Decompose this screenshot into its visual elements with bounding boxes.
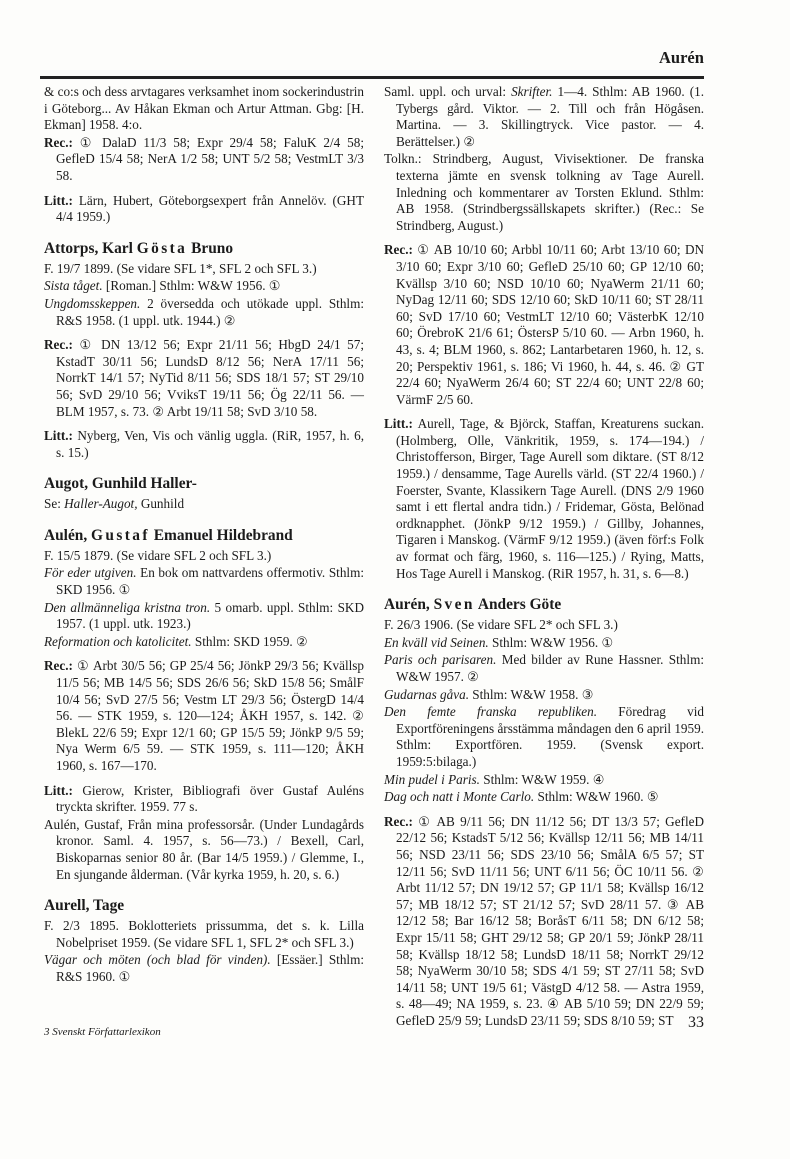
work-item: Reformation och katolicitet. Sthlm: SKD 1959. ② [44,633,308,649]
work-item: Den femte franska republiken. Föredrag vid Exportföreningens årsstämma måndagen den 6 april 1959. Sthlm: Exportfören. 1959. (Svensk export. 1959:5:bilaga.) [384,704,704,769]
work-item: En kväll vid Seinen. Sthlm: W&W 1956. ① [384,634,614,650]
work-item: Gudarnas gåva. Sthlm: W&W 1958. ③ [384,686,594,702]
review-list: Rec.: ① AB 10/10 60; Arbbl 10/11 60; Arbt 13/10 60; DN 3/10 60; Expr 3/10 60; GefleD 25/10 60; GP 12/10 60; Kvällsp 3/10 60; NSD 10/10 60; NyaWerm 21/11 60; NyDag 12/11 60; SDS 12/10 60; SkD 10/11 60; ST 28/11 60; SvD 17/10 60; VestmLT 12/10 60; VästerbK 12/10 60; ÖrebroK 21/6 61; ÖstersP 5/10 60. — Arbn 1960, h. 43, s. 4; BLM 1960, s. 862; Lantarbetaren 1960, h. 12, s. 20; Perspektiv 1961, s. 186; Vi 1960, h. 44, s. 46. ② GT 22/4 60; NyaWerm 26/4 60; ST 22/4 60; UNT 22/8 60; VärmF 2/5 60. [384,242,704,407]
entry-heading: Aurell, Tage [44,897,125,915]
work-item: Den allmänneliga kristna tron. 5 omarb. uppl. Sthlm: SKD 1957. (1 uppl. utk. 1923.) [44,599,364,632]
paragraph: & co:s och dess arvtagares verksamhet inom sockerindustrin i Göteborg... Av Håkan Ekman och Artur Attman. Gbg: [H. Ekman] 1958. 4:o. [44,84,364,133]
work-item: Ungdomsskeppen. 2 översedda och utökade uppl. Sthlm: R&S 1958. (1 uppl. utk. 1944.) ② [44,295,364,328]
see-reference: Se: Haller-Augot, Gunhild [44,496,185,512]
translation-note: Tolkn.: Strindberg, August, Vivisektioner. De franska texterna jämte en svensk tolkning av Tage Aurell. Inledning och kommentarer av Torsten Eklund. Sthlm: AB 1958. (Strindbergssällskapets skrifter.) (Rec.: Se Strindberg, August.) [384,151,704,233]
entry-heading: Aurén, Sven Anders Göte [384,596,562,614]
entry-bio: F. 19/7 1899. (Se vidare SFL 1*, SFL 2 och SFL 3.) [44,260,317,276]
header-rule [40,76,704,79]
literature-list: Litt.: Aurell, Tage, & Björck, Staffan, Kreaturens suckan. (Holmberg, Olle, Vänkritik, 1959, s. 174—194.) / Christofferson, Birger, Tage Aurell som diktare. (ST 8/12 1959.) / densamme, Tage Aurells värld. (ST 22/4 1960.) / Foerster, Svante, Klassikern Tage Aurell. (DNS 2/9 1960 samt i ett flertal andra tidn.) / Fridemar, Gösta, Belönad ordknapphet. (JönkP 9/12 1959.) / Gillby, Johannes, Tigaren i Manskog. (VärmF 9/12 1959.) (även förf:s Folk av format och färg, 1960, s. 116—125.) / Rying, Matts, Hos Tage Aurell i Manskog. (RiR 1957, h. 31, s. 6—8.) [384,416,704,581]
entry-attorps [44,239,364,462]
entry-aulen [44,526,364,883]
running-header: Aurén [659,48,704,67]
left-column [44,84,364,986]
literature-list: Litt.: Nyberg, Ven, Vis och vänlig uggla. (RiR, 1957, h. 6, s. 15.) [44,428,364,460]
entry-bio: F. 26/3 1906. (Se vidare SFL 2* och SFL 3.) [384,617,618,633]
footer-signature: 3 Svenskt Författarlexikon [44,1026,161,1038]
page-number: 33 [688,1014,704,1031]
review-list: Rec.: ① AB 9/11 56; DN 11/12 56; DT 13/3 57; GefleD 22/12 56; KstadsT 5/12 56; Kvällsp 12/11 56; MB 14/11 56; NSD 23/11 56; SDS 23/10 56; SmålA 6/5 57; ST 12/11 56; SvD 11/11 56; UNT 6/11 56; ÖC 10/11 56. ② Arbt 11/12 57; DN 19/12 57; GP 11/1 58; Kvällsp 16/12 57; MB 18/12 57; ST 21/12 57; SvD 28/11 57. ③ AB 12/12 58; Bar 16/12 58; BoråsT 6/11 58; DN 6/12 58; Expr 15/11 58; GHT 29/12 58; GP 20/1 59; JönkP 28/11 58; Kvällsp 18/12 58; LundsD 18/11 58; NorrkT 29/12 58; NyaWerm 30/10 58; SDS 4/1 59; ST 27/11 58; SvD 14/11 58; UNT 19/5 61; VästgD 4/12 58. — Astra 1959, s. 48—49; NA 1959, s. 23. ④ AB 5/10 59; DN 22/9 59; GefleD 25/9 59; LundsD 23/11 59; SDS 8/10 59; ST [384,813,704,1028]
entry-heading: Augot, Gunhild Haller- [44,475,197,493]
review-list: Rec.: ① DN 13/12 56; Expr 21/11 56; HbgD 24/1 57; KstadT 30/11 56; LundsD 8/12 56; NerA 17/11 56; NorrkT 14/1 57; NyTid 8/11 56; SDS 18/1 57; ST 29/10 56; SvD 29/10 56; VviksT 19/11 56; Ög 22/11 56. — BLM 1957, s. 73. ② Arbt 19/11 58; SvD 3/10 58. [44,337,364,419]
collected-works: Saml. uppl. och urval: Skrifter. 1—4. Sthlm: AB 1960. (1. Tybergs gård. Viktor. — 2. Till och från Högåsen. Martina. — 3. Skillingtryck. Vice pastor. — 4. Berättelser.) ② [384,84,704,149]
literature-list: Aulén, Gustaf, Från mina professorsår. (Under Lundagårds kronor. Saml. 4. 1957, s. 56—73.) / Bexell, Carl, Biskoparnas senior 80 år. (Bar 14/5 1959.) / Glemme, I., En sjungande ålderman. (Vår kyrka 1959, h. 20, s. 6.) [44,816,364,882]
work-item: För eder utgiven. En bok om nattvardens offermotiv. Sthlm: SKD 1956. ① [44,565,365,598]
work-item: Dag och natt i Monte Carlo. Sthlm: W&W 1960. ⑤ [384,789,659,805]
review-list: Rec.: ① Arbt 30/5 56; GP 25/4 56; JönkP 29/3 56; Kvällsp 11/5 56; MB 14/5 56; SDS 26/6 56; SkD 15/8 56; SmålF 10/4 56; SvD 27/5 56; Vestm LT 29/3 56; ÖstergD 14/4 56. — STK 1959, s. 120—124; ÅKH 1957, s. 142. ② BlekL 22/6 59; Expr 12/1 60; GP 15/5 59; JönkP 9/5 59; Nya Werm 6/5 59. — STK 1959, s. 111—120; ÅKH 1960, s. 167—170. [44,658,364,773]
literature-list: Litt.: Lärn, Hubert, Göteborgsexpert från Annelöv. (GHT 4/4 1959.) [44,192,364,225]
entry-auren [384,595,704,1029]
entry-heading: Attorps, Karl Gösta Bruno [44,239,234,257]
work-item: Paris och parisaren. Med bilder av Rune Hassner. Sthlm: W&W 1957. ② [384,652,704,684]
work-item: Vägar och möten (och blad för vinden). [Essäer.] Sthlm: R&S 1960. ① [44,952,364,984]
work-item: Sista tåget. [Roman.] Sthlm: W&W 1956. ① [44,278,281,294]
entry-aurell [44,896,364,985]
entry-bio: F. 2/3 1895. Boklotteriets prissumma, det s. k. Lilla Nobelpriset 1959. (Se vidare SFL 1, SFL 2* och SFL 3.) [44,918,364,950]
work-item: Min pudel i Paris. Sthlm: W&W 1959. ④ [384,771,605,787]
entry-heading: Aulén, Gustaf Emanuel Hildebrand [44,526,293,544]
right-column [384,84,704,1029]
entry-augot [44,474,364,513]
literature-list: Litt.: Gierow, Krister, Bibliografi över Gustaf Auléns tryckta skrifter. 1959. 77 s. [44,782,364,815]
review-list: Rec.: ① DalaD 11/3 58; Expr 29/4 58; FaluK 2/4 58; GefleD 15/4 58; NerA 1/2 58; UNT 5/2 58; VestmLT 3/3 58. [44,134,364,183]
entry-bio: F. 15/5 1879. (Se vidare SFL 2 och SFL 3.) [44,547,272,563]
